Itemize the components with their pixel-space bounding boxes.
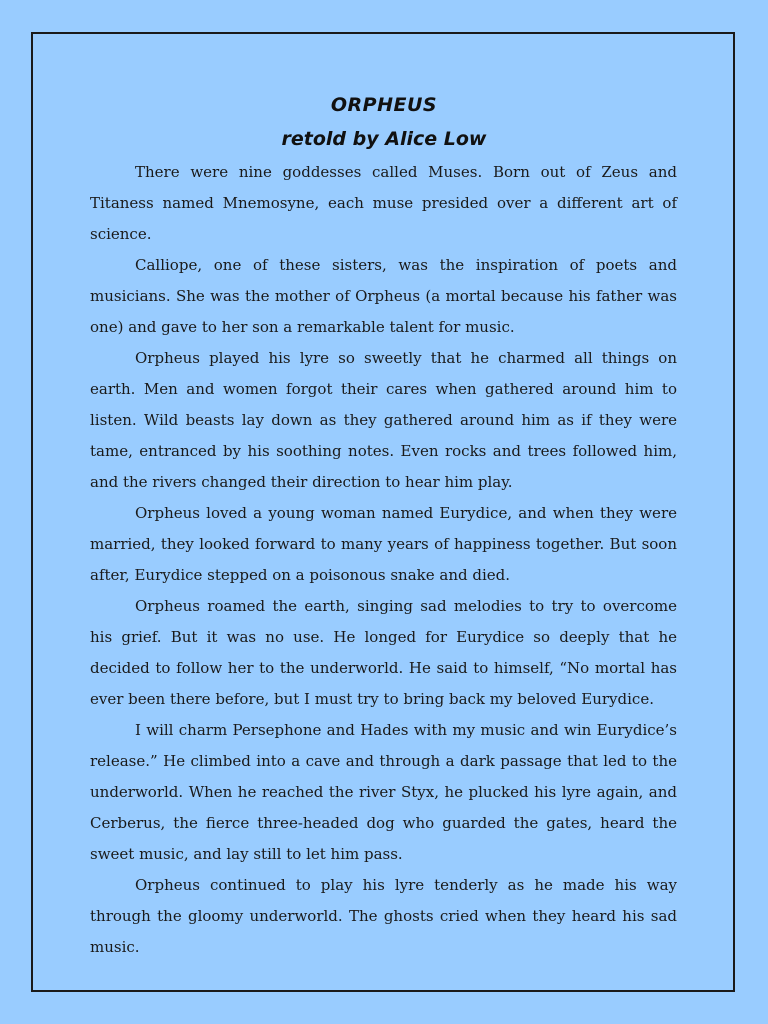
paragraph-3: Orpheus played his lyre so sweetly that he charmed all things on earth. Men and women forgot their cares when gathered around him to listen. Wild beasts lay down as they gathered around him as if they were tame, entranced by his soothing notes. Even rocks and trees followed him, and the rivers changed their direction to hear him play.	[90, 349, 677, 491]
paragraph-5: Orpheus roamed the earth, singing sad melodies to try to overcome his grief. But it was no use. He longed for Eurydice so deeply that he decided to follow her to the underworld. He said to himself, “No mortal has ever been there before, but I must try to bring back my beloved Eurydice.	[90, 597, 677, 708]
document-title: ORPHEUS	[330, 94, 438, 116]
paragraph-2: Calliope, one of these sisters, was the inspiration of poets and musicians. She was the mother of Orpheus (a mortal because his father was one) and gave to her son a remarkable talent for music.	[90, 256, 677, 336]
paragraph-7: Orpheus continued to play his lyre tenderly as he made his way through the gloomy underworld. The ghosts cried when they heard his sad music.	[90, 876, 677, 956]
story-body	[90, 157, 677, 963]
document-subtitle: retold by Alice Low	[281, 128, 487, 150]
paragraph-4: Orpheus loved a young woman named Eurydice, and when they were married, they looked forward to many years of happiness together. But soon after, Eurydice stepped on a poisonous snake and died.	[90, 504, 677, 584]
paragraph-1: There were nine goddesses called Muses. Born out of Zeus and Titaness named Mnemosyne, each muse presided over a different art of science.	[90, 163, 677, 243]
paragraph-6: I will charm Persephone and Hades with my music and win Eurydice’s release.” He climbed into a cave and through a dark passage that led to the underworld. When he reached the river Styx, he plucked his lyre again, and Cerberus, the fierce three-headed dog who guarded the gates, heard the sweet music, and lay still to let him pass.	[90, 721, 677, 863]
